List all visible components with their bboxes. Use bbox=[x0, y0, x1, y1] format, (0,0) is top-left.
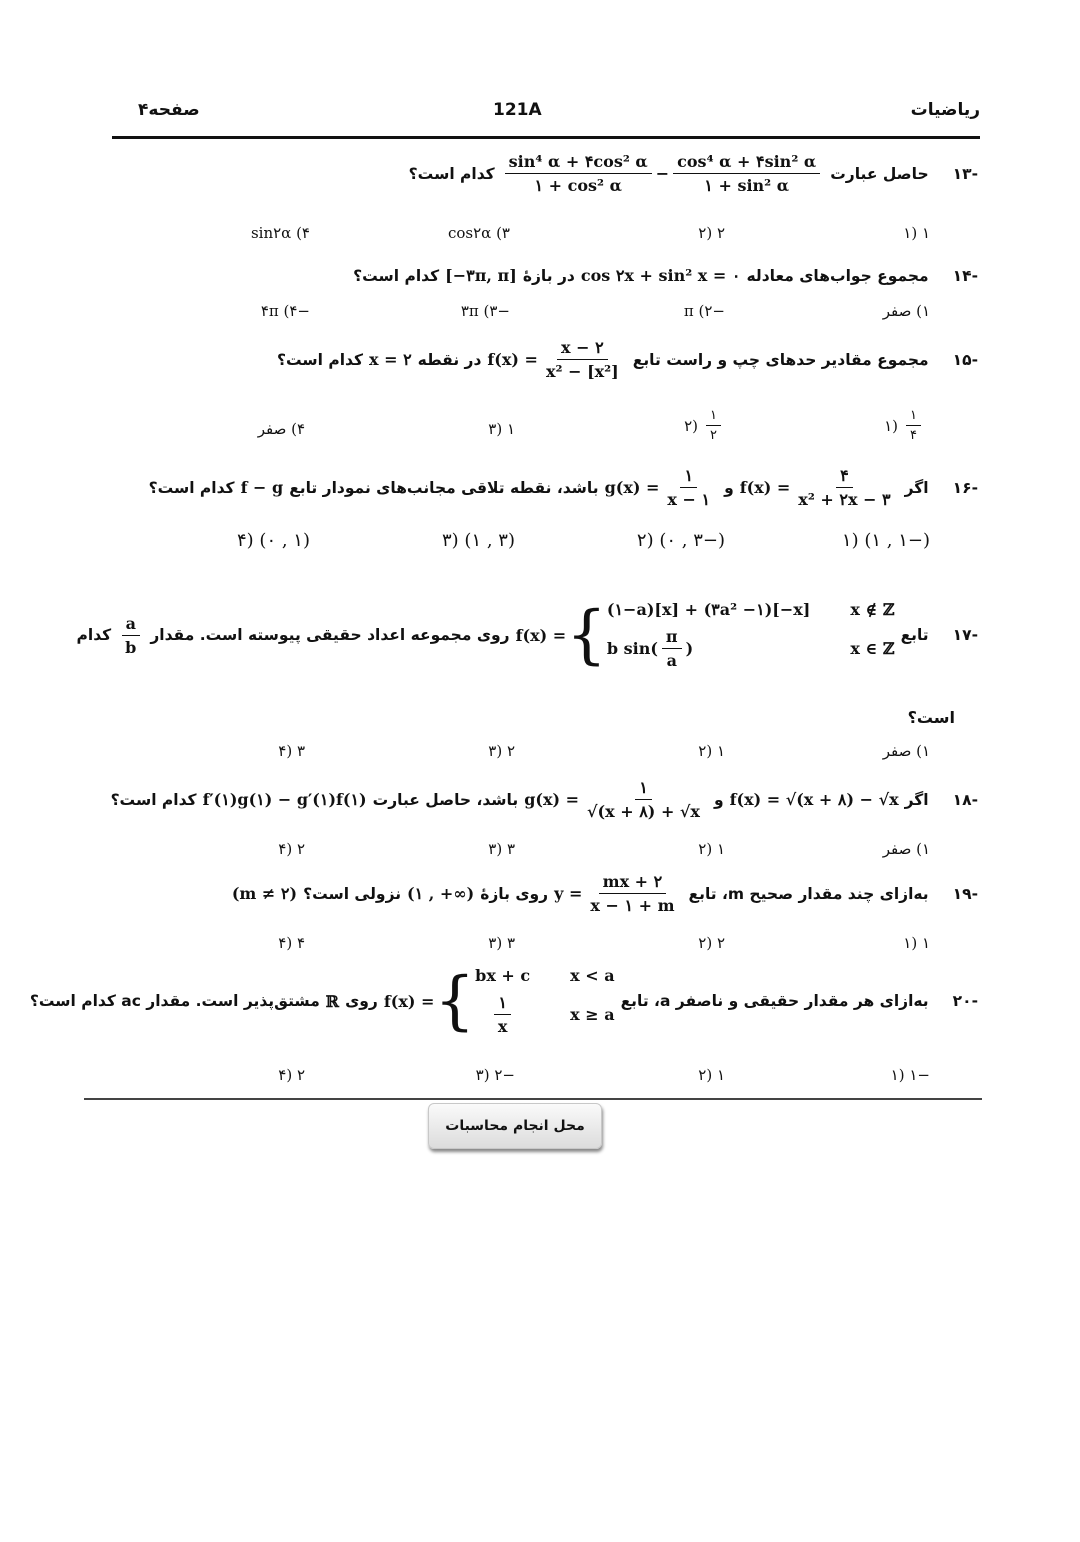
question-20-options: −۱ (۱ ۱ (۲ −۲ (۳ ۲ (۴ bbox=[278, 1066, 930, 1084]
header-rule bbox=[112, 136, 980, 139]
option-2[interactable]: ۲ (۲ bbox=[698, 224, 725, 242]
page-number: صفحه۴ bbox=[138, 100, 200, 120]
subject-title: ریاضیات bbox=[910, 100, 980, 120]
question-number: -۱۳ bbox=[952, 164, 978, 183]
question-18: -۱۸ اگر f(x) = √(x + ۸) − √x و g(x) = $\frac{۱}{√(x + ۸) + √x}$ باشد، حاصل عبارت f′(۱)g(۱) − g′(۱)f(۱) کدام است؟ bbox=[110, 778, 978, 821]
option-4[interactable]: sin۲α (۴ bbox=[250, 224, 310, 242]
calculation-area-label: محل انجام محاسبات bbox=[428, 1103, 602, 1149]
question-19-options: ۱ (۱ ۲ (۲ ۳ (۳ ۴ (۴ bbox=[278, 934, 930, 952]
question-16-options: (−۱ , ۱) (۱ (−۳ , ۰) (۲ (۳ , ۱) (۳ (۱ , ۰) (۴ bbox=[237, 530, 930, 551]
question-14-options: ۱) صفر −π (۲ −۳π (۳ −۴π (۴ bbox=[260, 302, 930, 320]
question-16: -۱۶ اگر f(x) = $\frac{۴}{\text{x² + ۲x − ۳}}$ و g(x) = $\frac{۱}{x - ۱}$ باشد، نقطه تلاقی مجانب‌های نمودار تابع f − g کدام است؟ bbox=[148, 466, 978, 509]
question-15-options: $\frac{۱}{۴}$ (۱ $\frac{۱}{۲}$ (۲ ۱ (۳ ۴) صفر bbox=[0, 408, 1080, 454]
question-20: -۲۰ به‌ازای هر مقدار حقیقی و ناصفر a، تابع f(x) = { bx + c x < a $\frac{۱}{x}$ x ≥ a روی ℝ مشتق‌پذیر است. مقدار ac کدام است؟ bbox=[29, 964, 978, 1038]
question-13-expression: $\frac{\text{sin⁴ α + ۴cos² α}}{\text{۱ + cos² α}}$ − $\frac{\text{cos⁴ α + ۴sin² α}}{\text{۱ + sin² α}}$ bbox=[501, 152, 825, 195]
option-1[interactable]: ۱ (۱ bbox=[903, 224, 930, 242]
option-3[interactable]: cos۲α (۳ bbox=[448, 224, 510, 242]
question-17: -۱۷ تابع f(x) = { (۱−a)[x] + (۳a² −۱)[−x] x ∉ ℤ b sin( $\frac{\pi}{a}$ ) x ∈ ℤ روی مجموعه اعداد حقیقی پیوسته است. مقدار $\frac{a}{b}$ کدام bbox=[76, 598, 978, 672]
footer-rule bbox=[84, 1098, 982, 1100]
question-13-options bbox=[0, 224, 1080, 250]
question-18-options: ۱) صفر ۱ (۲ ۳ (۳ ۲ (۴ bbox=[278, 840, 930, 858]
exam-code: 121A bbox=[493, 100, 542, 120]
question-15: -۱۵ مجموع مقادیر حدهای چپ و راست تابع f(x) = $\frac{x - ۲}{\text{x² − [x²]}}$ در نقطه x = ۲ کدام است؟ bbox=[276, 338, 978, 381]
question-13: -۱۳ حاصل عبارت $\frac{\text{sin⁴ α + ۴cos² α}}{\text{۱ + cos² α}}$ − $\frac{\text{cos⁴ α + ۴sin² α}}{\text{۱ + sin² α}}$ کدام است؟ bbox=[408, 152, 978, 195]
question-19: -۱۹ به‌ازای چند مقدار صحیح m، تابع y = $\frac{mx + ۲}{x - ۱ + m}$ روی بازهٔ (۱ , +∞) نزولی است؟ (m ≠ ۲) bbox=[231, 872, 978, 915]
question-14: -۱۴ مجموع جواب‌های معادله cos ۲x + sin² x = ۰ در بازهٔ [−۳π, π] کدام است؟ bbox=[353, 266, 978, 285]
question-17-options: ۱) صفر ۱ (۲ ۲ (۳ ۳ (۴ bbox=[278, 742, 930, 760]
